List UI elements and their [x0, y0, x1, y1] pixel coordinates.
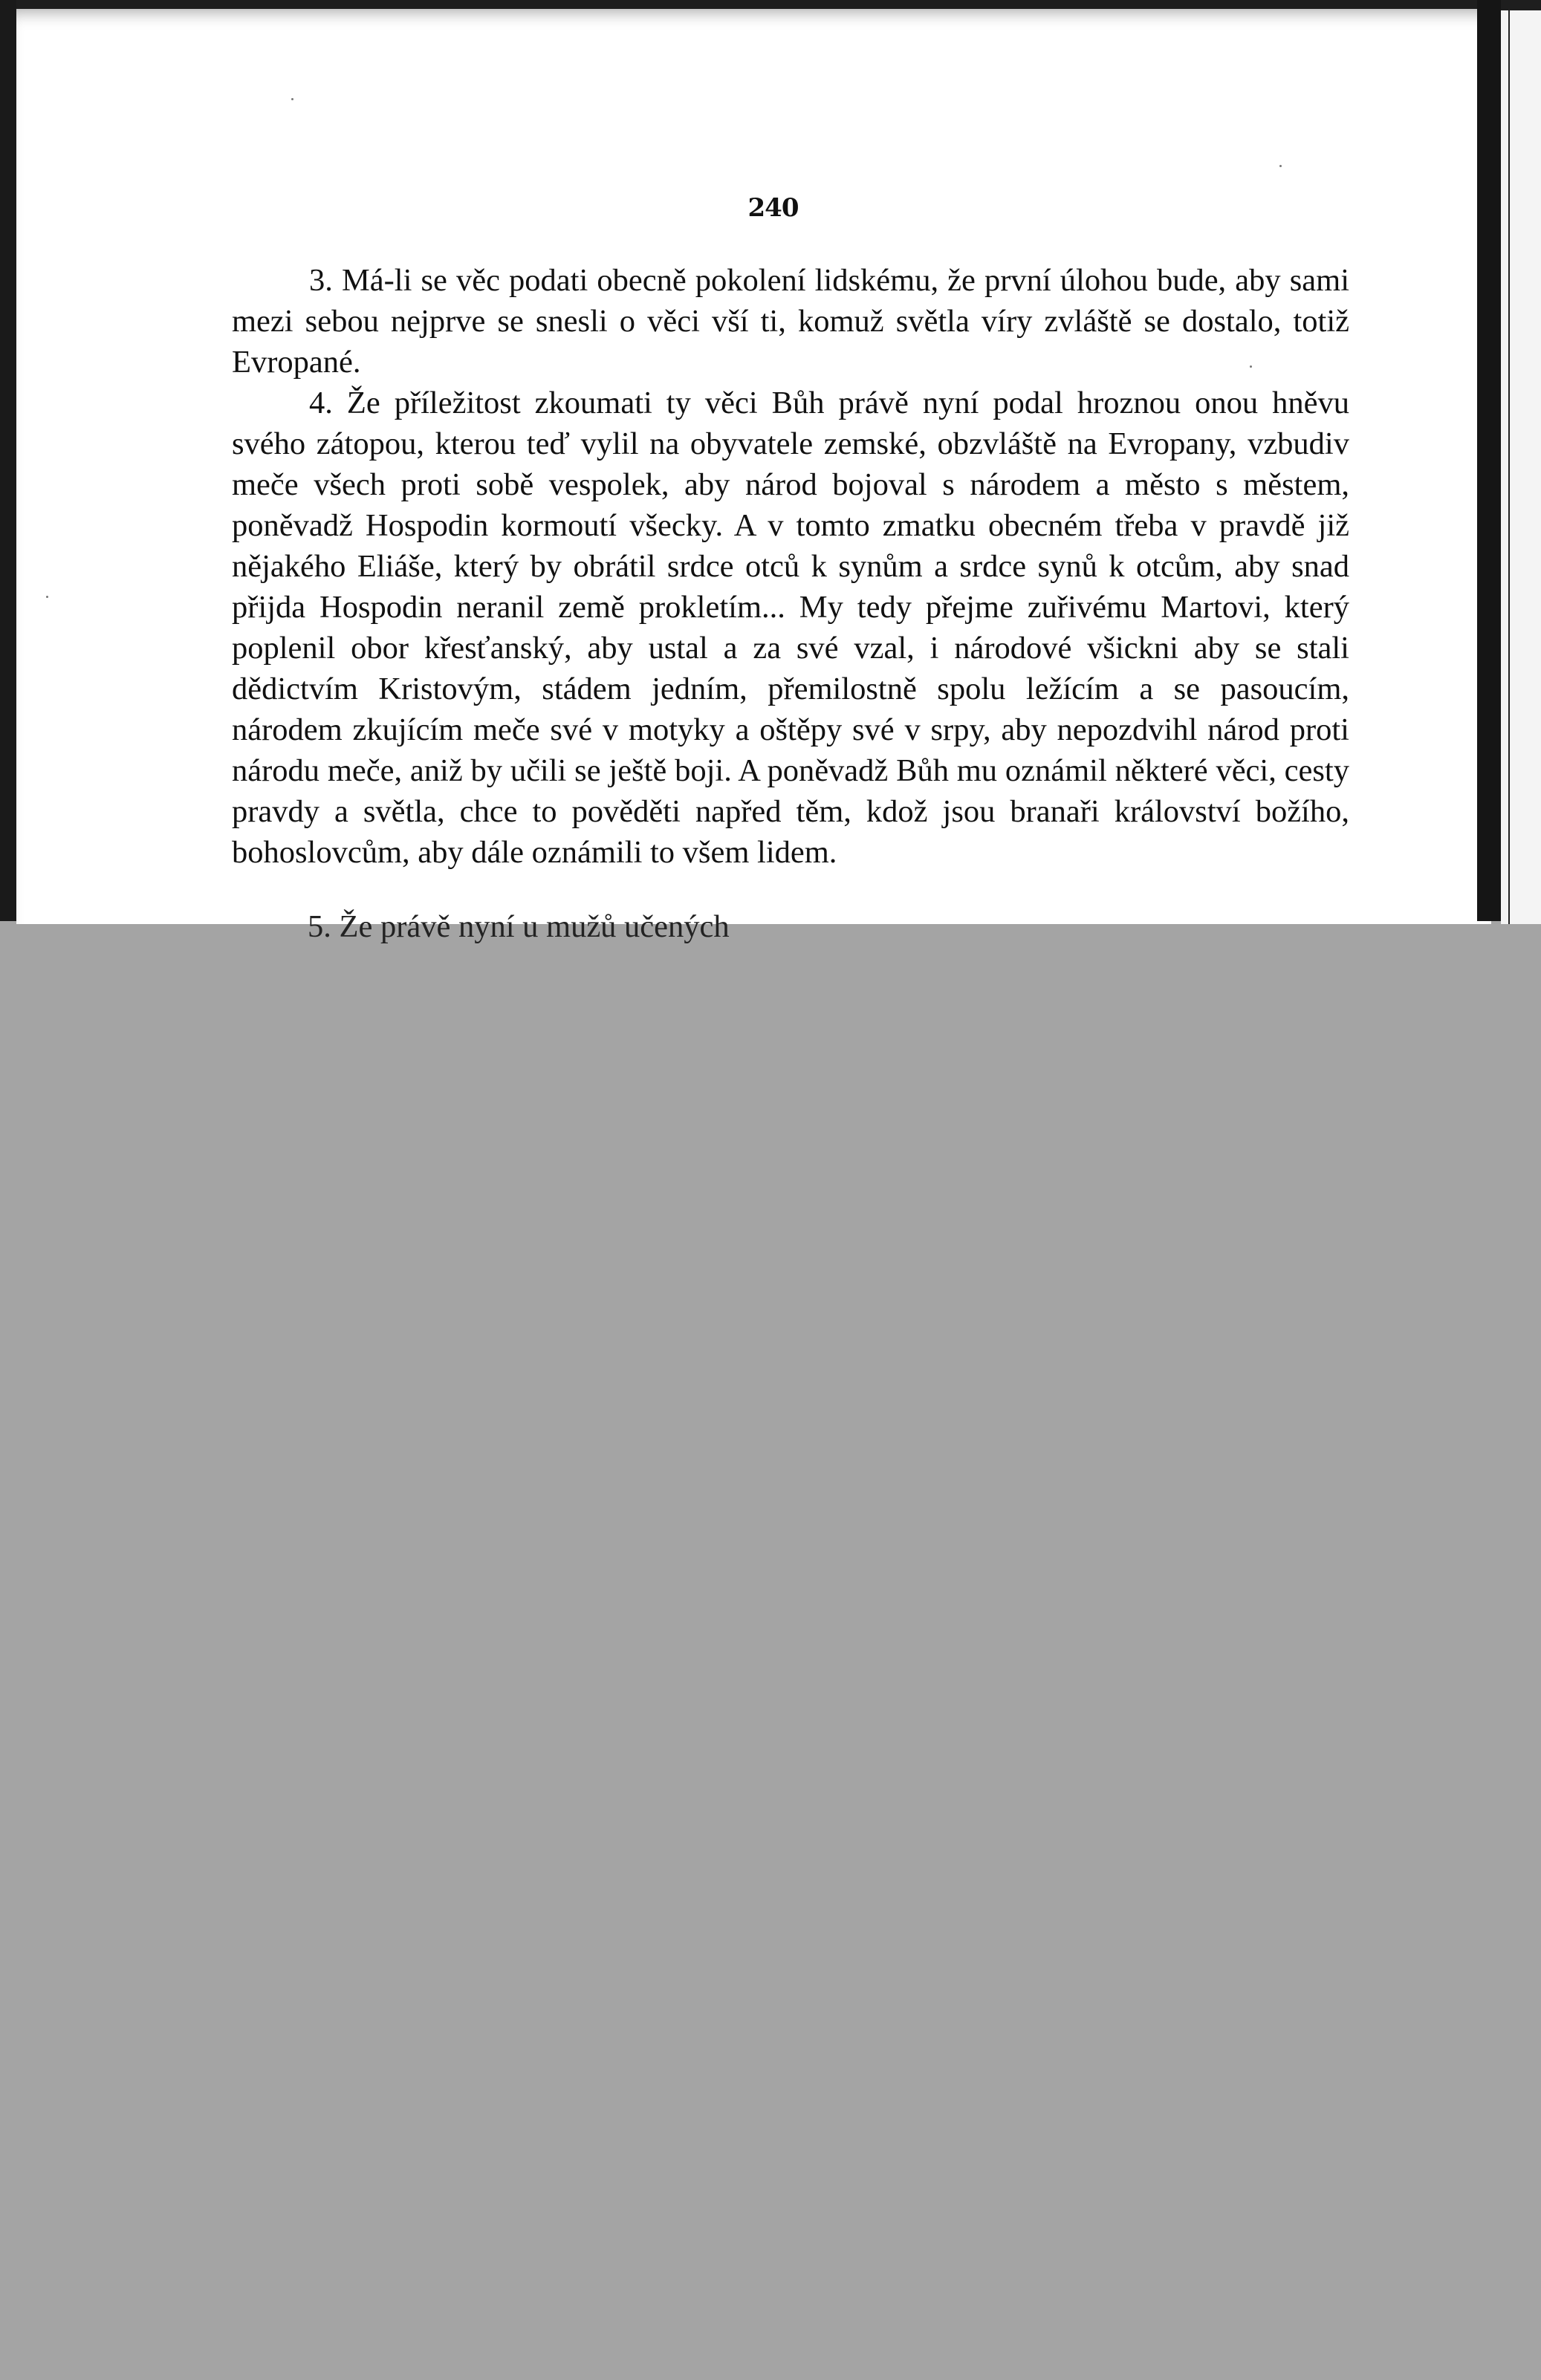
page-number: 240 — [747, 193, 799, 223]
truncated-paragraph-5 — [230, 909, 1382, 944]
truncated-line-text: 5. Že právě nyní u mužů učených — [308, 909, 730, 944]
paragraph-4: 4. Že příležitost zkoumati ty věci Bůh právě nyní podal hroznou onou hněvu svého zátopou, kterou teď vylil na obyvatele zemské, obzvláště na Evropany, vzbudiv meče všech proti sobě vespolek, aby národ bojoval s národem a město s městem, poněvadž Hospodin kormoutí všecky. A v tomto zmatku obecném třeba v pravdě již nějakého Eliáše, který by obrátil srdce otců k synům a srdce synů k otcům, aby snad přijda Hospodin neranil země prokletím... My tedy přejme zuřivému Martovi, který poplenil obor křesťanský, aby ustal a za své vzal, i národové všickni aby se stali dědictvím Kristovým, stádem jedním, přemilostně spolu ležícím a se pasoucím, národem zkujícím meče své v motyky a oštěpy své v srpy, aby nepozdvihl národ proti národu meče, aniž by učili se ještě boji. A poněvadž Bůh mu oznámil některé věci, cesty pravdy a světla, chce to pověděti napřed těm, kdož jsou branaři království božího, bohoslovcům, aby dále oznámili to všem lidem. — [232, 386, 1349, 870]
paragraph-3: 3. Má-li se věc podati obecně pokolení lidskému, že první úlohou bude, aby sami mezi sebou nejprve se snesli o věci vší ti, komuž světla víry zvláště se dostalo, totiž Evropané. — [232, 263, 1349, 380]
body-text — [232, 260, 1349, 873]
scan-speck — [291, 98, 293, 100]
scan-speck — [46, 596, 48, 598]
adjacent-page-edge — [1501, 10, 1541, 924]
book-gutter — [1477, 0, 1501, 921]
scan-speck — [1279, 165, 1282, 167]
scan-left-border — [0, 0, 16, 921]
adjacent-page-line — [1508, 10, 1510, 924]
